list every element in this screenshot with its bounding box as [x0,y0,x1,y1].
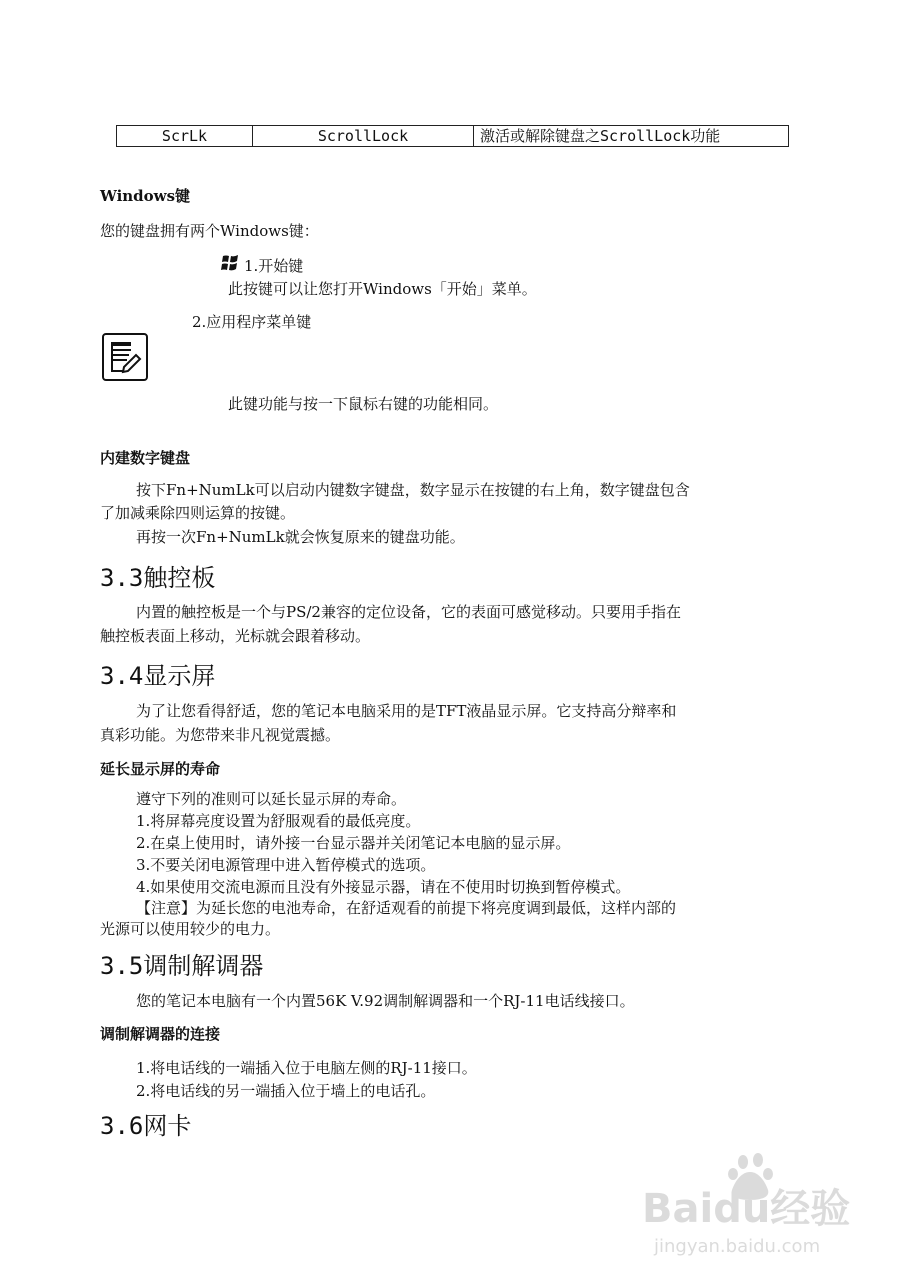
app-key-title: 2.应用程序菜单键 [192,313,312,331]
touchpad-line-1: 内置的触控板是一个与PS/2兼容的定位设备，它的表面可感觉移动。只要用手指在 [136,603,681,621]
key-name-cell: ScrollLock [253,126,474,147]
watermark-url: jingyan.baidu.com [654,1236,821,1257]
display-tip-intro: 遵守下列的准则可以延长显示屏的寿命。 [136,790,407,808]
display-tip-4: 4.如果使用交流电源而且没有外接显示器，请在不使用时切换到暂停模式。 [136,878,631,896]
touchpad-heading: 3.3触控板 [100,564,216,592]
modem-description: 您的笔记本电脑有一个内置56K V.92调制解调器和一个RJ-11电话线接口。 [136,992,635,1010]
start-key-description: 此按键可以让您打开Windows「开始」菜单。 [228,280,537,298]
table-row [117,126,789,147]
display-note-line-2: 光源可以使用较少的电力。 [100,920,281,938]
numpad-line-1: 按下Fn+NumLk可以启动内键数字键盘，数字显示在按键的右上角，数字键盘包含 [136,481,690,499]
key-function-cell: 激活或解除键盘之ScrollLock功能 [474,126,789,147]
numpad-line-3: 再按一次Fn+NumLk就会恢复原来的键盘功能。 [136,528,465,546]
network-heading: 3.6网卡 [100,1112,192,1140]
start-key-title: 1.开始键 [244,257,304,275]
display-line-2: 真彩功能。为您带来非凡视觉震撼。 [100,726,341,744]
windows-logo-icon [219,254,241,272]
windows-keys-intro: 您的键盘拥有两个Windows键： [100,222,319,240]
numpad-line-2: 了加减乘除四则运算的按键。 [100,504,296,522]
baidu-watermark-logo [640,1150,900,1265]
key-table [116,125,789,147]
application-menu-key-icon [102,333,148,381]
numpad-heading: 内建数字键盘 [100,449,191,467]
display-note-line-1: 【注意】为延长您的电池寿命，在舒适观看的前提下将亮度调到最低，这样内部的 [136,899,677,917]
modem-step-2: 2.将电话线的另一端插入位于墙上的电话孔。 [136,1082,436,1100]
modem-subheading: 调制解调器的连接 [100,1025,221,1043]
display-tip-2: 2.在桌上使用时，请外接一台显示器并关闭笔记本电脑的显示屏。 [136,834,571,852]
modem-step-1: 1.将电话线的一端插入位于电脑左侧的RJ-11接口。 [136,1059,477,1077]
display-subheading: 延长显示屏的寿命 [100,760,221,778]
display-tip-1: 1.将屏幕亮度设置为舒服观看的最低亮度。 [136,812,421,830]
display-line-1: 为了让您看得舒适，您的笔记本电脑采用的是TFT液晶显示屏。它支持高分辩率和 [136,702,677,720]
modem-heading: 3.5调制解调器 [100,952,264,980]
app-key-description: 此键功能与按一下鼠标右键的功能相同。 [228,395,499,413]
windows-keys-heading: Windows键 [100,187,191,205]
display-tip-3: 3.不要关闭电源管理中进入暂停模式的选项。 [136,856,436,874]
display-heading: 3.4显示屏 [100,662,216,690]
watermark-brand: Baidu经验 [642,1186,851,1232]
touchpad-line-2: 触控板表面上移动，光标就会跟着移动。 [100,627,371,645]
key-label-cell: ScrLk [117,126,253,147]
